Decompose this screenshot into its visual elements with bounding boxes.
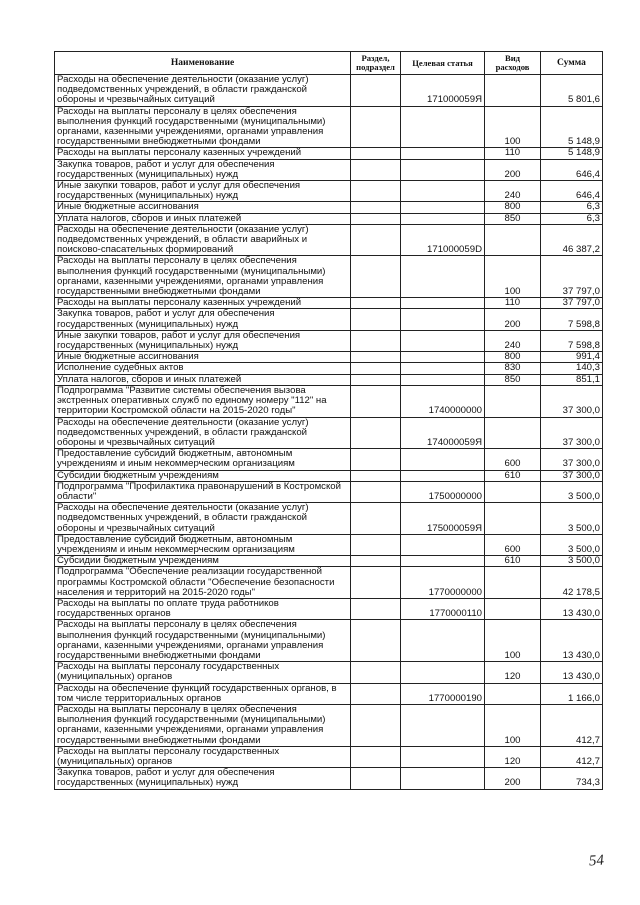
- row-type-cell: 110: [485, 148, 541, 159]
- row-section-cell: [351, 256, 401, 298]
- row-article-cell: 174000059Я: [401, 417, 485, 449]
- row-section-cell: [351, 503, 401, 535]
- row-amount-cell: 13 430,0: [541, 598, 603, 619]
- row-article-cell: 175000059Я: [401, 503, 485, 535]
- row-article-cell: [401, 106, 485, 148]
- row-article-cell: [401, 556, 485, 567]
- table-row: [55, 159, 603, 180]
- row-name-cell: Расходы на выплаты персоналу в целях обеспечения выполнения функций государственными (муниципальными) органами, казенными учреждениями, органами управления государственными внебюджетными фондами: [55, 256, 351, 298]
- row-name-cell: Расходы на обеспечение деятельности (оказание услуг) подведомственных учреждений, в области гражданской обороны и чрезвычайных ситуаций: [55, 75, 351, 107]
- row-amount-cell: 13 430,0: [541, 662, 603, 683]
- row-article-cell: [401, 309, 485, 330]
- table-row: [55, 598, 603, 619]
- row-article-cell: 171000059D: [401, 224, 485, 256]
- row-type-cell: 830: [485, 363, 541, 374]
- table-row: [55, 503, 603, 535]
- row-name-cell: Расходы на обеспечение деятельности (оказание услуг) подведомственных учреждений, в области аварийных и поисково-спасательных формирований: [55, 224, 351, 256]
- row-section-cell: [351, 470, 401, 481]
- row-name-cell: Расходы на выплаты персоналу государственных (муниципальных) органов: [55, 746, 351, 767]
- row-name-cell: Исполнение судебных актов: [55, 363, 351, 374]
- row-name-cell: Уплата налогов, сборов и иных платежей: [55, 213, 351, 224]
- row-section-cell: [351, 159, 401, 180]
- row-name-cell: Расходы на выплаты персоналу государственных (муниципальных) органов: [55, 662, 351, 683]
- row-section-cell: [351, 75, 401, 107]
- row-type-cell: 600: [485, 534, 541, 555]
- row-name-cell: Расходы на выплаты персоналу в целях обеспечения выполнения функций государственными (муниципальными) органами, казенными учреждениями, органами управления государственными внебюджетными фондами: [55, 704, 351, 746]
- row-type-cell: [485, 683, 541, 704]
- row-name-cell: Расходы на выплаты персоналу в целях обеспечения выполнения функций государственными (муниципальными) органами, казенными учреждениями, органами управления государственными внебюджетными фондами: [55, 106, 351, 148]
- table-row: [55, 148, 603, 159]
- row-section-cell: [351, 213, 401, 224]
- row-section-cell: [351, 385, 401, 417]
- row-name-cell: Расходы на обеспечение деятельности (оказание услуг) подведомственных учреждений, в области гражданской обороны и чрезвычайных ситуаций: [55, 417, 351, 449]
- table-row: [55, 556, 603, 567]
- row-section-cell: [351, 148, 401, 159]
- table-row: [55, 534, 603, 555]
- row-article-cell: [401, 704, 485, 746]
- row-article-cell: [401, 159, 485, 180]
- table-row: [55, 374, 603, 385]
- row-name-cell: Расходы на выплаты персоналу в целях обеспечения выполнения функций государственными (муниципальными) органами, казенными учреждениями, органами управления государственными внебюджетными фондами: [55, 620, 351, 662]
- header-amount: Сумма: [541, 52, 603, 75]
- row-amount-cell: 37 300,0: [541, 470, 603, 481]
- table-row: [55, 683, 603, 704]
- table-row: [55, 768, 603, 789]
- row-article-cell: [401, 352, 485, 363]
- row-section-cell: [351, 224, 401, 256]
- row-name-cell: Расходы на выплаты персоналу казенных учреждений: [55, 148, 351, 159]
- row-name-cell: Расходы на выплаты персоналу казенных учреждений: [55, 298, 351, 309]
- row-article-cell: 1770000190: [401, 683, 485, 704]
- row-article-cell: 1770000000: [401, 567, 485, 599]
- row-type-cell: 120: [485, 746, 541, 767]
- row-type-cell: 800: [485, 202, 541, 213]
- row-type-cell: [485, 75, 541, 107]
- table-row: [55, 746, 603, 767]
- row-article-cell: 1750000000: [401, 481, 485, 502]
- table-row: [55, 620, 603, 662]
- row-article-cell: [401, 181, 485, 202]
- row-article-cell: 1770000110: [401, 598, 485, 619]
- row-type-cell: [485, 385, 541, 417]
- row-section-cell: [351, 330, 401, 351]
- row-section-cell: [351, 746, 401, 767]
- row-article-cell: 1740000000: [401, 385, 485, 417]
- row-article-cell: [401, 470, 485, 481]
- row-section-cell: [351, 352, 401, 363]
- row-section-cell: [351, 556, 401, 567]
- row-type-cell: [485, 503, 541, 535]
- row-type-cell: 200: [485, 309, 541, 330]
- row-article-cell: [401, 534, 485, 555]
- row-name-cell: Подпрограмма "Обеспечение реализации государственной программы Костромской области "Обеспечение безопасности населения и территорий на 2015-2020 годы": [55, 567, 351, 599]
- row-type-cell: [485, 224, 541, 256]
- row-type-cell: 610: [485, 556, 541, 567]
- row-amount-cell: 646,4: [541, 159, 603, 180]
- header-name: Наименование: [55, 52, 351, 75]
- table-row: [55, 256, 603, 298]
- row-name-cell: Расходы на обеспечение деятельности (оказание услуг) подведомственных учреждений, в области гражданской обороны и чрезвычайных ситуаций: [55, 503, 351, 535]
- row-section-cell: [351, 309, 401, 330]
- row-article-cell: [401, 449, 485, 470]
- row-amount-cell: 412,7: [541, 704, 603, 746]
- row-name-cell: Закупка товаров, работ и услуг для обеспечения государственных (муниципальных) нужд: [55, 309, 351, 330]
- row-name-cell: Иные бюджетные ассигнования: [55, 202, 351, 213]
- row-name-cell: Подпрограмма "Профилактика правонарушений в Костромской области": [55, 481, 351, 502]
- row-amount-cell: 46 387,2: [541, 224, 603, 256]
- row-section-cell: [351, 598, 401, 619]
- table-row: [55, 470, 603, 481]
- row-type-cell: 100: [485, 704, 541, 746]
- row-section-cell: [351, 481, 401, 502]
- row-article-cell: [401, 768, 485, 789]
- row-amount-cell: 6,3: [541, 213, 603, 224]
- row-section-cell: [351, 620, 401, 662]
- row-name-cell: Подпрограмма "Развитие системы обеспечения вызова экстренных оперативных служб по единому номеру "112" на территории Костромской области на 2015-2020 годы": [55, 385, 351, 417]
- row-type-cell: [485, 417, 541, 449]
- row-article-cell: [401, 374, 485, 385]
- row-section-cell: [351, 202, 401, 213]
- row-article-cell: [401, 363, 485, 374]
- row-amount-cell: 991,4: [541, 352, 603, 363]
- table-row: [55, 106, 603, 148]
- table-row: [55, 213, 603, 224]
- row-name-cell: Закупка товаров, работ и услуг для обеспечения государственных (муниципальных) нужд: [55, 768, 351, 789]
- row-name-cell: Субсидии бюджетным учреждениям: [55, 556, 351, 567]
- row-amount-cell: 7 598,8: [541, 309, 603, 330]
- row-article-cell: [401, 213, 485, 224]
- table-row: [55, 75, 603, 107]
- row-name-cell: Иные закупки товаров, работ и услуг для обеспечения государственных (муниципальных) нужд: [55, 330, 351, 351]
- row-section-cell: [351, 534, 401, 555]
- row-article-cell: [401, 746, 485, 767]
- row-name-cell: Предоставление субсидий бюджетным, автономным учреждениям и иным некоммерческим организациям: [55, 449, 351, 470]
- row-type-cell: 110: [485, 298, 541, 309]
- row-name-cell: Закупка товаров, работ и услуг для обеспечения государственных (муниципальных) нужд: [55, 159, 351, 180]
- row-type-cell: 100: [485, 256, 541, 298]
- table-row: [55, 309, 603, 330]
- table-header-row: [55, 52, 603, 75]
- row-section-cell: [351, 106, 401, 148]
- table-row: [55, 704, 603, 746]
- row-section-cell: [351, 449, 401, 470]
- row-amount-cell: 42 178,5: [541, 567, 603, 599]
- row-article-cell: [401, 620, 485, 662]
- row-type-cell: [485, 598, 541, 619]
- row-section-cell: [351, 298, 401, 309]
- table-row: [55, 224, 603, 256]
- row-article-cell: [401, 662, 485, 683]
- budget-table: [54, 51, 603, 790]
- row-section-cell: [351, 374, 401, 385]
- row-amount-cell: 5 148,9: [541, 148, 603, 159]
- row-amount-cell: 7 598,8: [541, 330, 603, 351]
- row-amount-cell: 3 500,0: [541, 534, 603, 555]
- row-type-cell: 600: [485, 449, 541, 470]
- row-amount-cell: 37 797,0: [541, 256, 603, 298]
- row-type-cell: 100: [485, 106, 541, 148]
- row-article-cell: [401, 256, 485, 298]
- row-amount-cell: 3 500,0: [541, 503, 603, 535]
- row-article-cell: [401, 330, 485, 351]
- row-article-cell: [401, 148, 485, 159]
- table-row: [55, 363, 603, 374]
- row-section-cell: [351, 704, 401, 746]
- row-amount-cell: 140,3: [541, 363, 603, 374]
- row-article-cell: [401, 298, 485, 309]
- row-section-cell: [351, 567, 401, 599]
- table-row: [55, 385, 603, 417]
- table-row: [55, 662, 603, 683]
- row-type-cell: 100: [485, 620, 541, 662]
- header-expense-type: Вид расходов: [485, 52, 541, 75]
- table-row: [55, 417, 603, 449]
- row-section-cell: [351, 683, 401, 704]
- row-amount-cell: 5 801,6: [541, 75, 603, 107]
- table-row: [55, 352, 603, 363]
- row-amount-cell: 5 148,9: [541, 106, 603, 148]
- row-amount-cell: 734,3: [541, 768, 603, 789]
- row-amount-cell: 37 300,0: [541, 385, 603, 417]
- row-section-cell: [351, 181, 401, 202]
- table-row: [55, 202, 603, 213]
- row-type-cell: 200: [485, 768, 541, 789]
- row-type-cell: 800: [485, 352, 541, 363]
- table-row: [55, 330, 603, 351]
- page-number: 54: [588, 852, 605, 870]
- row-type-cell: 120: [485, 662, 541, 683]
- row-type-cell: [485, 567, 541, 599]
- row-amount-cell: 37 797,0: [541, 298, 603, 309]
- row-amount-cell: 3 500,0: [541, 556, 603, 567]
- row-name-cell: Уплата налогов, сборов и иных платежей: [55, 374, 351, 385]
- row-name-cell: Иные закупки товаров, работ и услуг для обеспечения государственных (муниципальных) нужд: [55, 181, 351, 202]
- row-section-cell: [351, 662, 401, 683]
- row-section-cell: [351, 768, 401, 789]
- row-type-cell: 610: [485, 470, 541, 481]
- table-row: [55, 298, 603, 309]
- row-amount-cell: 37 300,0: [541, 417, 603, 449]
- header-section: Раздел, подраздел: [351, 52, 401, 75]
- row-type-cell: 240: [485, 181, 541, 202]
- table-row: [55, 567, 603, 599]
- row-amount-cell: 412,7: [541, 746, 603, 767]
- row-type-cell: 240: [485, 330, 541, 351]
- row-type-cell: 200: [485, 159, 541, 180]
- row-type-cell: 850: [485, 213, 541, 224]
- row-name-cell: Субсидии бюджетным учреждениям: [55, 470, 351, 481]
- row-type-cell: [485, 481, 541, 502]
- row-article-cell: 171000059Я: [401, 75, 485, 107]
- row-amount-cell: 13 430,0: [541, 620, 603, 662]
- row-name-cell: Расходы на выплаты по оплате труда работников государственных органов: [55, 598, 351, 619]
- row-amount-cell: 3 500,0: [541, 481, 603, 502]
- row-section-cell: [351, 363, 401, 374]
- table-body: [55, 75, 603, 790]
- row-name-cell: Расходы на обеспечение функций государственных органов, в том числе территориальных органов: [55, 683, 351, 704]
- table-row: [55, 481, 603, 502]
- table-row: [55, 181, 603, 202]
- row-amount-cell: 851,1: [541, 374, 603, 385]
- row-amount-cell: 6,3: [541, 202, 603, 213]
- table-row: [55, 449, 603, 470]
- row-type-cell: 850: [485, 374, 541, 385]
- row-amount-cell: 646,4: [541, 181, 603, 202]
- row-name-cell: Иные бюджетные ассигнования: [55, 352, 351, 363]
- row-amount-cell: 1 166,0: [541, 683, 603, 704]
- row-section-cell: [351, 417, 401, 449]
- row-article-cell: [401, 202, 485, 213]
- row-name-cell: Предоставление субсидий бюджетным, автономным учреждениям и иным некоммерческим организациям: [55, 534, 351, 555]
- row-amount-cell: 37 300,0: [541, 449, 603, 470]
- header-target-article: Целевая статья: [401, 52, 485, 75]
